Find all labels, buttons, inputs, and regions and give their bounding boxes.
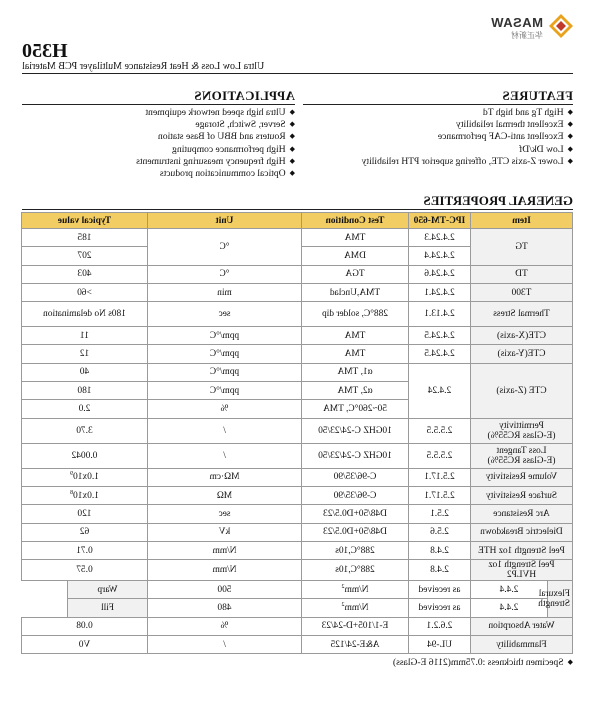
value-cell: 180s No delamination [22, 302, 148, 327]
feature-item: ◆ Excellent thermal reliability [362, 119, 573, 131]
table-row [22, 505, 573, 523]
value-cell: V0 [22, 636, 148, 654]
condition-cell: C-96/35/90 [302, 486, 409, 504]
method-cell: 2.4.24.4 [409, 247, 471, 265]
condition-cell: A&E-24/125 [302, 636, 409, 654]
unit-cell: N/mm [148, 541, 302, 559]
table-row [22, 636, 573, 654]
item-cell: Water Absorption [471, 617, 573, 635]
method-cell: 2.4.8 [409, 541, 471, 559]
value-cell: 2.0 [22, 400, 148, 418]
condition-cell: 10GHZ C-24/23/50 [302, 443, 409, 468]
value-cell: 0.0042 [22, 443, 148, 468]
method-cell: 2.4.8 [409, 560, 471, 581]
value-exponent: 9 [70, 471, 74, 478]
method-cell: 2.4.24.6 [409, 265, 471, 283]
item-cell: Peel Strength 1oz HVLP2 [471, 560, 573, 581]
header-item: Item [471, 213, 573, 229]
feature-item: ◆ Lower Z-axis CTE, offering superior PTH reliability [362, 156, 573, 168]
method-cell: 2.4.24 [409, 363, 471, 418]
item-cell: Peel Strength 1oz HTE [471, 541, 573, 559]
value-cell: 11 [22, 327, 148, 345]
applications-list [136, 107, 295, 180]
table-row [22, 523, 573, 541]
unit-cell [302, 581, 409, 599]
masaw-logo-icon [547, 12, 575, 40]
feature-item: ◆ High Tg and high Td [362, 107, 573, 119]
item-cell [471, 443, 573, 468]
table-row [22, 443, 573, 468]
item-cell: Dielectric Breakdown [471, 523, 573, 541]
unit-cell: ppm/°C [148, 345, 302, 363]
table-row [22, 541, 573, 559]
product-name: H350 [22, 40, 68, 62]
unit-cell: kV [148, 523, 302, 541]
header-unit: Unit [148, 213, 302, 229]
method-cell: 2.4.4 [471, 581, 548, 599]
item-cell: Flammability [471, 636, 573, 654]
application-item: ◆ Ultra high speed network equipment [136, 107, 295, 119]
features-list [362, 107, 573, 168]
item-cell: TG [471, 229, 573, 266]
unit-cell: ppm/°C [148, 327, 302, 345]
application-item: ◆ Routers and BBU of Base station [136, 131, 295, 143]
value-cell: 500 [148, 581, 302, 599]
value-cell: 0.57 [22, 560, 148, 581]
table-header-row [22, 213, 573, 229]
method-cell: 2.4.4 [471, 599, 548, 617]
header-method: IPC-TM-650 [409, 213, 471, 229]
table-row [22, 302, 573, 327]
item-note: (E-Glass RC55%) [487, 430, 556, 441]
method-cell: 2.4.24.5 [409, 327, 471, 345]
value-exponent: 8 [70, 489, 74, 496]
method-cell: UL-94 [409, 636, 471, 654]
item-name: Permittivity [499, 420, 544, 431]
unit-cell: / [148, 443, 302, 468]
item-cell [471, 418, 573, 443]
table-row [22, 345, 573, 363]
value-base: 1.0x10 [73, 472, 99, 483]
sub-item-cell: Fill [68, 599, 148, 617]
table-row [22, 283, 573, 301]
application-item: ◆ Server, Switch, Storage [136, 119, 295, 131]
unit-cell: sec [148, 302, 302, 327]
table-row [22, 599, 573, 617]
value-cell [22, 486, 148, 504]
unit-cell: °C [148, 265, 302, 283]
value-cell: 207 [22, 247, 148, 265]
method-cell: 2.5.1 [409, 505, 471, 523]
value-cell: 403 [22, 265, 148, 283]
value-cell: 480 [148, 599, 302, 617]
value-cell: 62 [22, 523, 148, 541]
item-cell: CTE (Z-axis) [471, 363, 573, 418]
header-condition: Test Condition [302, 213, 409, 229]
specimen-note: ◆ Specimen thickness :0.75mm(2116 E-Glass) [393, 657, 573, 668]
table-row [22, 327, 573, 345]
unit-cell: sec [148, 505, 302, 523]
unit-cell: MΩ·cm [148, 468, 302, 486]
unit-cell: / [148, 418, 302, 443]
condition-cell: TMA [302, 229, 409, 247]
table-row [22, 363, 573, 381]
brand-chinese-name: 华正新材 [511, 31, 543, 40]
value-cell: 120 [22, 505, 148, 523]
value-cell: 0.08 [22, 617, 148, 635]
general-properties-title: GENERAL PROPERTIES [22, 193, 573, 210]
table-row [22, 265, 573, 283]
condition-cell: D48/50+D0.5/23 [302, 505, 409, 523]
value-cell: 3.70 [22, 418, 148, 443]
condition-cell: as received [409, 581, 471, 599]
value-base: 1.0x10 [73, 490, 99, 501]
features-title: FEATURES [303, 88, 573, 105]
value-cell [22, 468, 148, 486]
condition-cell: 50~260°C, TMA [302, 400, 409, 418]
brand-logo [475, 12, 575, 42]
unit-cell: min [148, 283, 302, 301]
feature-item: ◆ Excellent anti-CAF performance [362, 131, 573, 143]
condition-cell: C-96/35/90 [302, 468, 409, 486]
condition-cell: as received [409, 599, 471, 617]
condition-cell: TMA [302, 327, 409, 345]
condition-cell: TMA [302, 345, 409, 363]
condition-cell: α2, TMA [302, 382, 409, 400]
item-cell: Surface Resistivity [471, 486, 573, 504]
product-subtitle: Ultra Low Loss & Heat Resistance Multilayer PCB Material [22, 61, 573, 74]
header-typical-value: Typical value [22, 213, 148, 229]
unit-cell: / [148, 636, 302, 654]
condition-cell: TGA [302, 265, 409, 283]
method-cell: 2.5.5.5 [409, 443, 471, 468]
unit-cell: ppm/°C [148, 363, 302, 381]
table-row [22, 468, 573, 486]
applications-title: APPLICATIONS [22, 88, 295, 105]
unit-exponent: 2 [341, 583, 345, 590]
feature-item: ◆ Low Dk/Df [362, 144, 573, 156]
unit-cell: ppm/°C [148, 382, 302, 400]
unit-base: N/mm [344, 603, 369, 614]
item-note: (E-Glass RC55%) [487, 455, 556, 466]
table-row [22, 418, 573, 443]
condition-cell: α1, TMA [302, 363, 409, 381]
method-cell: 2.6.2.1 [409, 617, 471, 635]
unit-cell: N/mm [148, 560, 302, 581]
item-cell: Thermal Stress [471, 302, 573, 327]
value-cell: >60 [22, 283, 148, 301]
condition-cell: E-1/105+D-24/23 [302, 617, 409, 635]
application-item: ◆ High performance computing [136, 144, 295, 156]
unit-cell [302, 599, 409, 617]
sub-item-cell: Warp [68, 581, 148, 599]
method-cell: 2.4.24.1 [409, 283, 471, 301]
method-cell: 2.4.13.1 [409, 302, 471, 327]
table-row [22, 617, 573, 635]
brand-name: MASAW [490, 15, 543, 30]
table-row [22, 486, 573, 504]
unit-exponent: 2 [341, 601, 345, 608]
method-cell: 2.5.5.5 [409, 418, 471, 443]
item-cell: CTE(X-axis) [471, 327, 573, 345]
properties-table [21, 212, 573, 654]
table-row [22, 229, 573, 247]
value-cell: 0.71 [22, 541, 148, 559]
condition-cell: TMA,Unclad [302, 283, 409, 301]
table-row [22, 581, 573, 599]
item-name: Loss Tangent [496, 445, 547, 456]
item-cell: CTE(Y-axis) [471, 345, 573, 363]
method-cell: 2.5.17.1 [409, 486, 471, 504]
value-cell: 185 [22, 229, 148, 247]
method-cell: 2.5.6 [409, 523, 471, 541]
value-cell: 180 [22, 382, 148, 400]
table-row [22, 560, 573, 581]
unit-cell: MΩ [148, 486, 302, 504]
method-cell: 2.5.17.1 [409, 468, 471, 486]
unit-cell: °C [148, 229, 302, 266]
value-cell: 40 [22, 363, 148, 381]
item-cell: Volume Resistivity [471, 468, 573, 486]
method-cell: 2.4.24.5 [409, 345, 471, 363]
item-cell: Flexural Strength [548, 581, 573, 618]
item-cell: TD [471, 265, 573, 283]
condition-cell: 10GHZ C-24/23/50 [302, 418, 409, 443]
unit-base: N/mm [344, 584, 369, 595]
unit-cell: % [148, 400, 302, 418]
condition-cell: D48/50+D0.5/23 [302, 523, 409, 541]
unit-cell: % [148, 617, 302, 635]
value-cell: 12 [22, 345, 148, 363]
item-cell: Arc Resistance [471, 505, 573, 523]
application-item: ◆ High frequency measuring instruments [136, 156, 295, 168]
application-item: ◆ Optical communication products [136, 168, 295, 180]
condition-cell: DMA [302, 247, 409, 265]
condition-cell: 288°C,10s [302, 560, 409, 581]
condition-cell: 288°C,10s [302, 541, 409, 559]
condition-cell: 288°C, solder dip [302, 302, 409, 327]
item-cell: T300 [471, 283, 573, 301]
method-cell: 2.4.24.3 [409, 229, 471, 247]
